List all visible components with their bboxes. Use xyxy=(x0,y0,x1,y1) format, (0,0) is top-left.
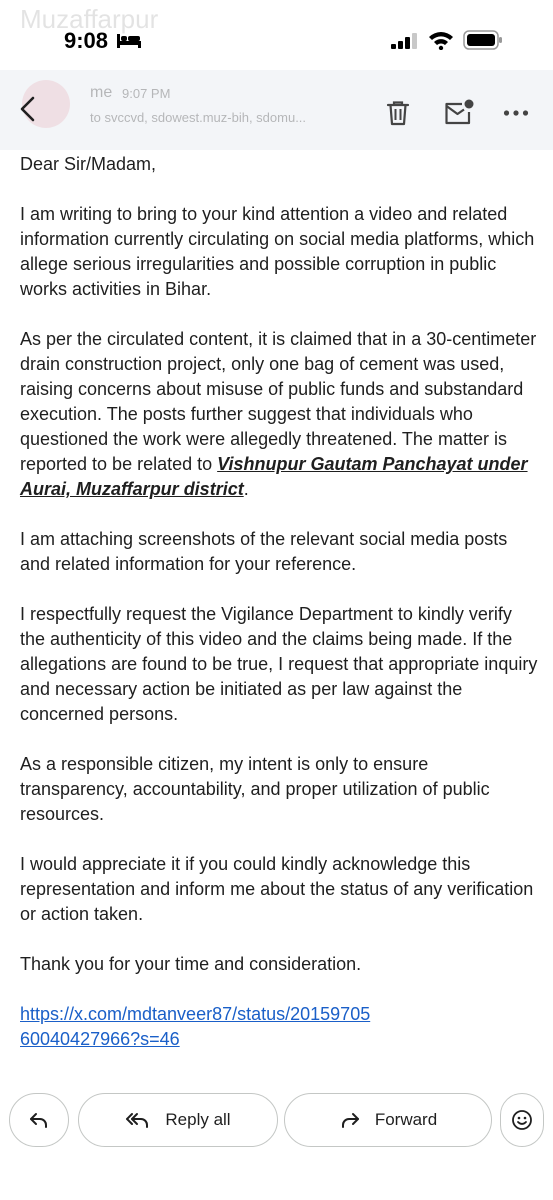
emoji-reaction-button[interactable] xyxy=(500,1093,544,1147)
back-button[interactable] xyxy=(14,94,44,124)
message-toolbar xyxy=(0,70,553,150)
tweet-link[interactable]: https://x.com/mdtanveer87/status/2015970560040427966?s=46 xyxy=(20,1004,371,1049)
sent-time: 9:07 PM xyxy=(122,86,171,101)
delete-button[interactable] xyxy=(384,99,412,127)
reply-button[interactable] xyxy=(9,1093,69,1147)
home-indicator xyxy=(0,1160,553,1200)
battery-icon xyxy=(463,30,503,55)
status-time: 9:08 xyxy=(64,28,109,53)
cellular-signal-icon xyxy=(391,33,419,54)
email-paragraph xyxy=(20,327,540,502)
reply-all-button[interactable] xyxy=(78,1093,278,1147)
email-paragraph: I respectfully request the Vigilance Department to kindly verify the authenticity of this video and the claims being made. If the allegations are found to be true, I request that appropriate inquiry and necessary action be initiated as per law against the concerned persons. xyxy=(20,604,538,724)
forward-icon xyxy=(339,1111,361,1129)
forward-button[interactable] xyxy=(284,1093,492,1147)
reply-icon xyxy=(28,1111,50,1129)
mail-unread-icon xyxy=(443,98,475,128)
reply-all-icon xyxy=(125,1111,151,1129)
trash-icon xyxy=(384,99,412,127)
sender-name: me xyxy=(90,84,113,101)
paragraph-text: . xyxy=(243,479,249,499)
email-body xyxy=(20,152,540,1052)
background-subject: Muzaffarpur xyxy=(20,4,159,34)
mark-unread-button[interactable] xyxy=(443,98,475,128)
forward-label: Forward xyxy=(374,1110,438,1129)
wifi-icon xyxy=(428,30,454,55)
place-name: Vishnupur Gautam Panchayat under Aurai, Muzaffarpur district xyxy=(20,454,528,499)
email-greeting: Dear Sir/Madam, xyxy=(20,154,157,174)
email-paragraph: I am attaching screenshots of the relevant social media posts and related information for your reference. xyxy=(20,529,508,574)
status-bar xyxy=(0,0,553,70)
email-paragraph: I am writing to bring to your kind attention a video and related information currently circulating on social media platforms, which allege serious irregularities and possible corruption in public works activities in Bihar. xyxy=(20,204,535,299)
paragraph-text: As per the circulated content, it is claimed that in a 30-centimeter drain construction project, only one bag of cement was used, raising concerns about misuse of public funds and substandard execution. The posts further suggest that individuals who questioned the work were allegedly threatened. The matter is reported to be related to xyxy=(20,329,537,474)
recipients: to svccvd, sdowest.muz-bih, sdomu... xyxy=(90,110,307,125)
more-horizontal-icon xyxy=(503,107,529,119)
sleep-focus-icon xyxy=(117,33,141,54)
email-paragraph: As a responsible citizen, my intent is only to ensure transparency, accountability, and proper utilization of public resources. xyxy=(20,754,490,824)
chevron-left-icon xyxy=(14,94,44,124)
more-options-button[interactable] xyxy=(503,106,529,118)
emoji-reaction-icon xyxy=(511,1109,533,1131)
reply-actions xyxy=(0,1093,553,1149)
email-closing: Thank you for your time and consideration. xyxy=(20,954,362,974)
email-paragraph: I would appreciate it if you could kindly acknowledge this representation and inform me about the status of any verification or action taken. xyxy=(20,854,534,924)
reply-all-label: Reply all xyxy=(165,1110,231,1129)
